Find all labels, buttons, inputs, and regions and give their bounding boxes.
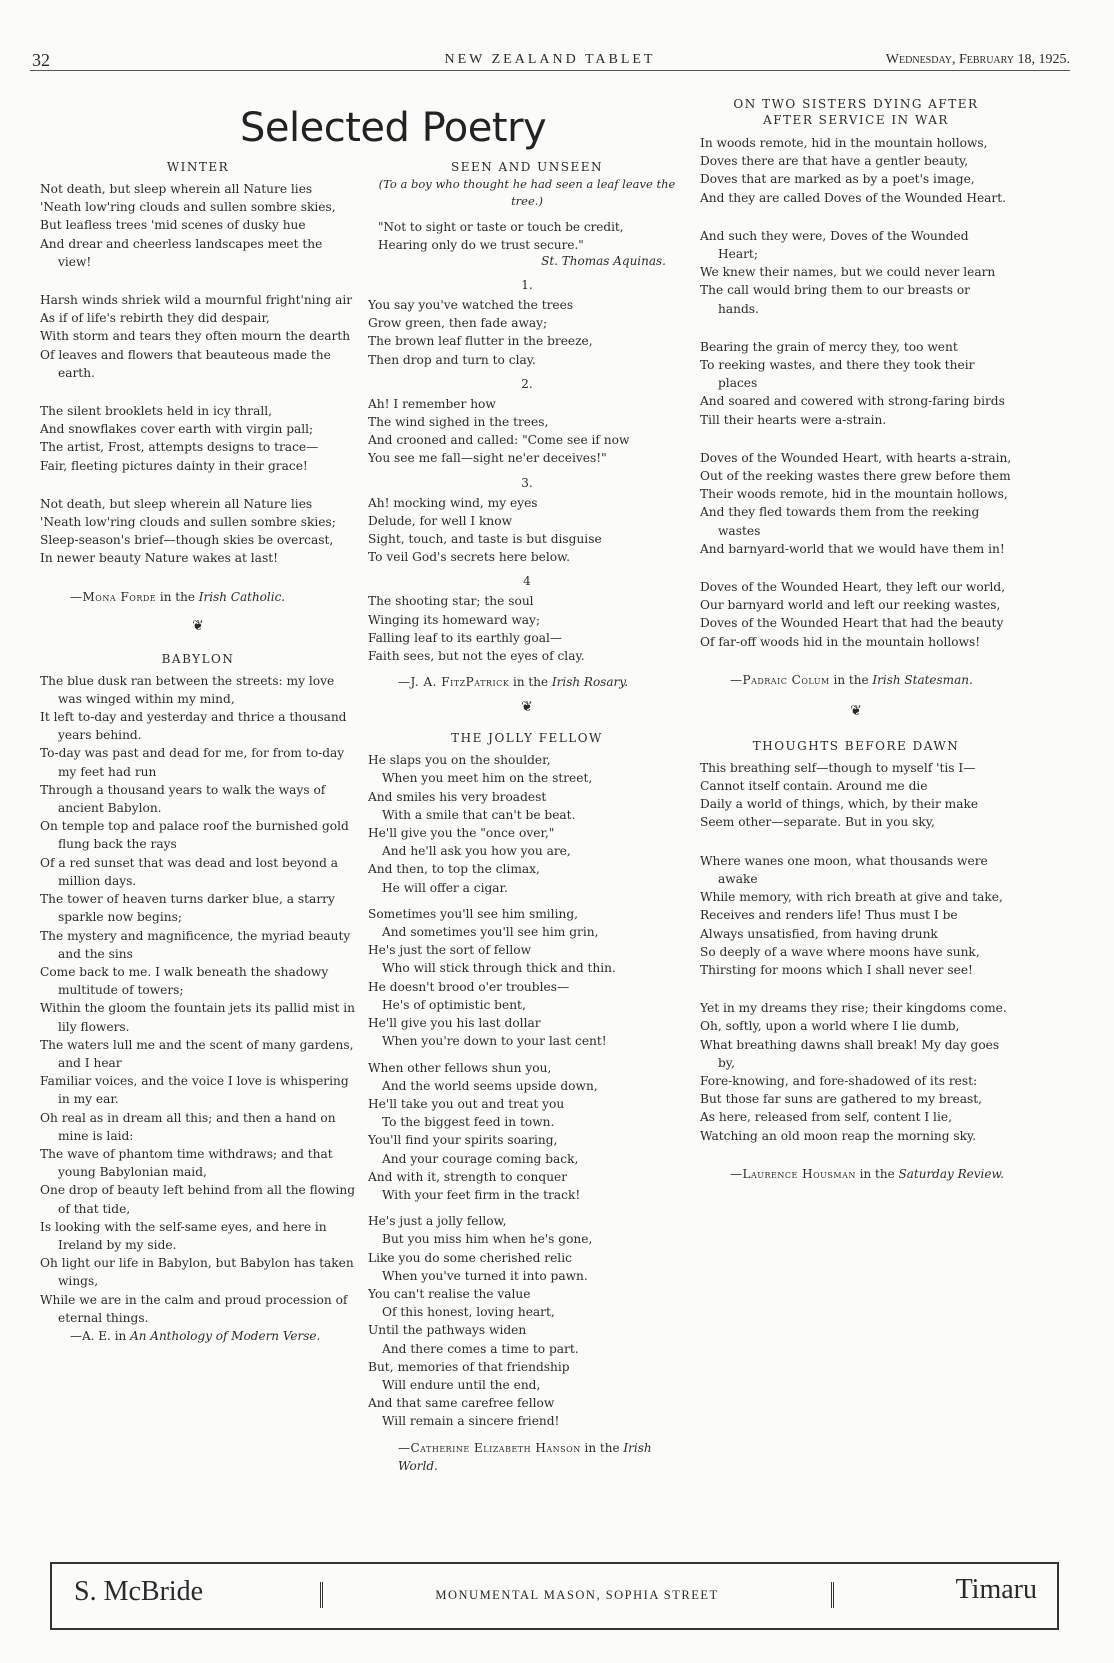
poem-line: He'll take you out and treat you	[368, 1096, 565, 1111]
page-header	[30, 48, 1070, 71]
poem-line: Faith sees, but not the eyes of clay.	[368, 649, 585, 664]
poem-line: Doves there are that have a gentler beauty,	[700, 154, 969, 169]
poem-line: To-day was past and dead for me, for from to-day my feet had run	[40, 746, 345, 779]
poem-line: Falling leaf to its earthly goal—	[368, 630, 563, 645]
poem-line: Sleep-season's brief—though skies be overcast,	[40, 533, 334, 548]
poem-line: And such they were, Doves of the Wounded Heart;	[700, 228, 969, 262]
poem-line: Familiar voices, and the voice I love is whispering in my ear.	[40, 1074, 349, 1107]
poem-line: Where wanes one moon, what thousands were awake	[700, 853, 988, 886]
poem-attribution-winter: —Mona Forde in the Irish Catholic.	[70, 589, 286, 604]
poem-line: When you've turned it into pawn.	[382, 1268, 588, 1283]
poem-line: To the biggest feed in town.	[382, 1115, 555, 1130]
section-title: Selected Poetry	[240, 105, 547, 151]
poem-line: Out of the reeking wastes there grew before them	[700, 469, 1011, 484]
poem-line: And they are called Doves of the Wounded Heart.	[700, 190, 1007, 205]
page-number: 32	[32, 50, 50, 70]
poem-line: Seem other—separate. But in you sky,	[700, 815, 935, 830]
stanza	[368, 494, 686, 567]
poem-line: When you meet him on the street,	[382, 771, 593, 786]
stanza	[700, 578, 1012, 651]
poem-line: And he'll ask you how you are,	[382, 844, 571, 859]
poem-line: The tower of heaven turns darker blue, a starry sparkle now begins;	[40, 892, 335, 925]
poem-line: He'll give you his last dollar	[368, 1016, 541, 1031]
poem-line: On temple top and palace roof the burnished gold flung back the rays	[40, 819, 349, 852]
poem-title-thoughts-before-dawn: THOUGHTS BEFORE DAWN	[752, 738, 960, 753]
poem-line: To veil God's secrets here below.	[368, 550, 570, 565]
poem-line: Receives and renders life! Thus must I be	[700, 908, 958, 923]
poem-body-winter	[40, 180, 356, 568]
stanza	[40, 180, 356, 271]
stanza	[368, 1059, 686, 1205]
poem-line: But you miss him when he's gone,	[382, 1232, 593, 1247]
poem-line: Until the pathways widen	[368, 1323, 527, 1338]
poem-line: And with it, strength to conquer	[368, 1169, 568, 1184]
poem-line: Yet in my dreams they rise; their kingdoms come.	[700, 1001, 1007, 1016]
poem-title-babylon: BABYLON	[161, 651, 235, 666]
poem-line: Winging its homeward way;	[368, 612, 541, 627]
poem-line: You can't realise the value	[368, 1286, 531, 1301]
poem-line: The silent brooklets held in icy thrall,	[40, 404, 273, 419]
poem-line: Harsh winds shriek wild a mournful fright'ning air	[40, 293, 353, 308]
poem-line: And crooned and called: "Come see if now	[368, 433, 630, 448]
poem-line: Of leaves and flowers that beauteous made the earth.	[40, 347, 331, 380]
poem-line: Come back to me. I walk beneath the shadowy multitude of towers;	[40, 964, 329, 998]
stanza	[40, 402, 356, 475]
ad-trade: MONUMENTAL MASON, SOPHIA STREET	[320, 1582, 834, 1608]
poem-line: Bearing the grain of mercy they, too went	[700, 339, 958, 354]
poem-line: Sight, touch, and taste is but disguise	[368, 532, 602, 547]
poem-line: Will remain a sincere friend!	[382, 1414, 560, 1429]
poem-line: One drop of beauty left behind from all the flowing of that tide,	[40, 1183, 356, 1216]
stanza	[368, 1212, 686, 1430]
ad-name: S. McBride	[74, 1576, 204, 1607]
poem-line: He'll give you the "once over,"	[368, 826, 555, 841]
epigraph-line: Hearing only do we trust secure."	[378, 238, 584, 252]
poem-line: The blue dusk ran between the streets: my love was winged within my mind,	[40, 673, 335, 706]
poem-line: Not death, but sleep wherein all Nature lies	[40, 496, 313, 511]
stanza	[700, 134, 1012, 207]
poem-line: And smiles his very broadest	[368, 789, 547, 804]
poem-line: What breathing dawns shall break! My day goes by,	[700, 1037, 1000, 1070]
poem-line: In woods remote, hid in the mountain hollows,	[700, 136, 988, 150]
poem-line: Our barnyard world and left our reeking wastes,	[700, 598, 1001, 613]
poem-attribution-babylon: —A. E. in An Anthology of Modern Verse.	[70, 1328, 321, 1343]
poem-line: And snowflakes cover earth with virgin pall;	[40, 422, 314, 437]
stanza	[40, 291, 356, 382]
stanza	[368, 751, 686, 897]
poem-line: We knew their names, but we could never learn	[700, 265, 996, 280]
poem-line: With a smile that can't be beat.	[382, 807, 576, 822]
poem-line: And drear and cheerless landscapes meet the view!	[40, 236, 323, 269]
stanza-number: 2.	[521, 376, 533, 391]
poem-title-seen-and-unseen: SEEN AND UNSEEN	[450, 160, 603, 174]
poem-line: You see me fall—sight ne'er deceives!"	[368, 451, 607, 466]
poem-line: Till their hearts were a-strain.	[700, 412, 887, 427]
poem-line: And then, to top the climax,	[368, 862, 540, 877]
ornament-icon: ❦	[850, 702, 862, 719]
poem-line: He slaps you on the shoulder,	[368, 753, 551, 768]
poem-line: Sometimes you'll see him smiling,	[368, 906, 579, 921]
poem-line: The mystery and magnificence, the myriad beauty and the sins	[40, 928, 351, 961]
poem-attribution-jolly-fellow: —Catherine Elizabeth Hanson in the Irish World.	[398, 1440, 652, 1473]
stanza-number: 1.	[521, 278, 533, 292]
poem-line: While we are in the calm and proud procession of eternal things.	[40, 1292, 348, 1325]
poem-line: You'll find your spirits soaring,	[368, 1133, 558, 1148]
poem-line: The brown leaf flutter in the breeze,	[368, 334, 593, 349]
poem-line: Within the gloom the fountain jets its pallid mist in lily flowers.	[40, 1001, 355, 1034]
poem-line: When other fellows shun you,	[368, 1060, 552, 1075]
advertisement-banner	[50, 1562, 1059, 1630]
poem-line: And that same carefree fellow	[368, 1396, 555, 1411]
poem-line: And the world seems upside down,	[382, 1078, 598, 1093]
poem-line: Doves of the Wounded Heart, with hearts a-strain,	[700, 450, 1012, 465]
poem-line: The call would bring them to our breasts or hands.	[700, 283, 971, 316]
poem-line: Of far-off woods hid in the mountain hollows!	[700, 634, 981, 649]
poem-line: Watching an old moon reap the morning sky.	[700, 1128, 977, 1143]
poem-line: Then drop and turn to clay.	[368, 352, 536, 367]
poem-line: With storm and tears they often mourn the dearth	[40, 329, 351, 344]
column-2	[368, 160, 686, 1475]
poem-line: And your courage coming back,	[382, 1151, 579, 1166]
poem-line: And barnyard-world that we would have them in!	[700, 541, 1005, 556]
poem-line: Oh, softly, upon a world where I lie dumb,	[700, 1019, 960, 1034]
poem-line: So deeply of a wave where moons have sunk,	[700, 944, 980, 959]
poem-line: Of a red sunset that was dead and lost beyond a million days.	[40, 855, 339, 888]
poem-line: You say you've watched the trees	[368, 298, 574, 312]
poem-line: Of this honest, loving heart,	[382, 1305, 555, 1320]
poem-body-babylon	[40, 672, 356, 1327]
poem-line: Not death, but sleep wherein all Nature lies	[40, 182, 313, 196]
poem-line: The artist, Frost, attempts designs to trace—	[40, 440, 319, 455]
poem-epigraph	[368, 218, 686, 254]
stanza	[368, 395, 686, 468]
ornament-icon: ❦	[192, 617, 204, 634]
poem-line: But leafless trees 'mid scenes of dusky hue	[40, 218, 306, 233]
column-3	[700, 96, 1012, 1183]
poem-line: In newer beauty Nature wakes at last!	[40, 551, 278, 566]
poem-line: And they fled towards them from the reeking wastes	[700, 505, 980, 538]
poem-line: While memory, with rich breath at give and take,	[700, 890, 1003, 905]
poem-line: To reeking wastes, and there they took their places	[700, 358, 975, 391]
poem-line: Like you do some cherished relic	[368, 1250, 572, 1265]
epigraph-attribution: St. Thomas Aquinas.	[541, 254, 666, 268]
poem-line: Cannot itself contain. Around me die	[700, 779, 928, 794]
poem-line: He's of optimistic bent,	[382, 997, 526, 1012]
poem-line: Daily a world of things, which, by their make	[700, 797, 979, 812]
poem-line: Doves of the Wounded Heart that had the beauty	[700, 616, 1004, 631]
poem-line: He's just the sort of fellow	[368, 943, 532, 958]
poem-attribution-seen-and-unseen: —J. A. FitzPatrick in the Irish Rosary.	[398, 675, 629, 690]
poem-line: Doves that are marked as by a poet's image,	[700, 172, 975, 187]
poem-body-jolly-fellow	[368, 751, 686, 1430]
epigraph-line: "Not to sight or taste or touch be credit,	[378, 220, 624, 234]
poem-line: But, memories of that friendship	[368, 1359, 570, 1374]
poem-attribution-thoughts-before-dawn: —Laurence Housman in the Saturday Review.	[730, 1166, 1005, 1181]
poem-line: And sometimes you'll see him grin,	[382, 925, 599, 940]
poem-title-jolly-fellow: THE JOLLY FELLOW	[451, 731, 603, 746]
poem-line: Thirsting for moons which I shall never see!	[700, 962, 973, 977]
poem-line: It left to-day and yesterday and thrice a thousand years behind.	[40, 710, 347, 743]
poem-line: And there comes a time to part.	[382, 1341, 579, 1356]
poem-line: Oh light our life in Babylon, but Babylon has taken wings,	[40, 1256, 354, 1289]
poem-line: Fore-knowing, and fore-shadowed of its rest:	[700, 1073, 978, 1088]
poem-title-winter: WINTER	[166, 160, 230, 174]
poem-line: This breathing self—though to myself 'tis I—	[700, 760, 976, 775]
stanza	[700, 338, 1012, 429]
publication-title: NEW ZEALAND TABLET	[444, 52, 656, 67]
ornament-icon: ❦	[521, 699, 533, 716]
poem-line: When you're down to your last cent!	[382, 1034, 607, 1049]
stanza	[368, 296, 686, 369]
poem-line: He doesn't brood o'er troubles—	[368, 979, 570, 994]
stanza	[700, 759, 1012, 832]
poem-line: Always unsatisfied, from having drunk	[700, 926, 938, 941]
poem-line: Will endure until the end,	[382, 1377, 541, 1392]
poem-line: The wind sighed in the trees,	[368, 415, 549, 430]
poem-line: Ah! I remember how	[368, 396, 496, 411]
poem-line: Through a thousand years to walk the ways of ancient Babylon.	[40, 782, 326, 816]
stanza	[368, 592, 686, 665]
poem-line: Is looking with the self-same eyes, and here in Ireland by my side.	[40, 1219, 327, 1252]
poem-line: He will offer a cigar.	[382, 880, 508, 895]
stanza	[700, 852, 1012, 979]
stanza-number: 4	[523, 574, 531, 589]
ad-town: Timaru	[955, 1574, 1037, 1605]
poem-line: Grow green, then fade away;	[368, 316, 548, 331]
poem-subtitle: (To a boy who thought he had seen a leaf leave the tree.)	[378, 177, 676, 208]
poem-line: As here, released from self, content I lie,	[700, 1110, 952, 1125]
poem-attribution-two-sisters: —Padraic Colum in the Irish Statesman.	[730, 672, 973, 687]
poem-line: Fair, fleeting pictures dainty in their grace!	[40, 458, 308, 473]
poem-title-two-sisters: ON TWO SISTERS DYING AFTER AFTER SERVICE IN WAR	[733, 97, 979, 127]
poem-line: The shooting star; the soul	[368, 594, 534, 609]
poem-line: The wave of phantom time withdraws; and that young Babylonian maid,	[40, 1146, 333, 1180]
poem-line: Who will stick through thick and thin.	[382, 961, 616, 976]
poem-body-two-sisters	[700, 134, 1012, 651]
issue-date: Wednesday, February 18, 1925.	[885, 52, 1070, 67]
stanza	[700, 449, 1012, 558]
poem-line: 'Neath low'ring clouds and sullen sombre skies,	[40, 200, 336, 215]
stanza	[40, 495, 356, 568]
poem-line: But those far suns are gathered to my breast,	[700, 1092, 983, 1107]
poem-line: The waters lull me and the scent of many gardens, and I hear	[40, 1037, 354, 1070]
stanza-number: 3.	[521, 475, 533, 490]
poem-line: He's just a jolly fellow,	[368, 1214, 507, 1229]
poem-body-seen-and-unseen	[368, 278, 686, 665]
stanza	[700, 999, 1012, 1145]
poem-line: 'Neath low'ring clouds and sullen sombre skies;	[40, 515, 336, 530]
poem-line: And soared and cowered with strong-faring birds	[700, 394, 1005, 409]
poem-line: As if of life's rebirth they did despair,	[40, 311, 270, 326]
poem-line: Oh real as in dream all this; and then a hand on mine is laid:	[40, 1110, 336, 1143]
poem-line: With your feet firm in the track!	[382, 1187, 581, 1202]
poem-line: Their woods remote, hid in the mountain hollows,	[700, 487, 1008, 502]
poem-line: Doves of the Wounded Heart, they left our world,	[700, 580, 1006, 595]
stanza	[368, 905, 686, 1051]
poem-line: Ah! mocking wind, my eyes	[368, 495, 538, 510]
poem-body-thoughts-before-dawn	[700, 759, 1012, 1145]
stanza	[700, 227, 1012, 318]
column-1	[40, 160, 356, 1345]
poem-line: Delude, for well I know	[368, 513, 513, 528]
